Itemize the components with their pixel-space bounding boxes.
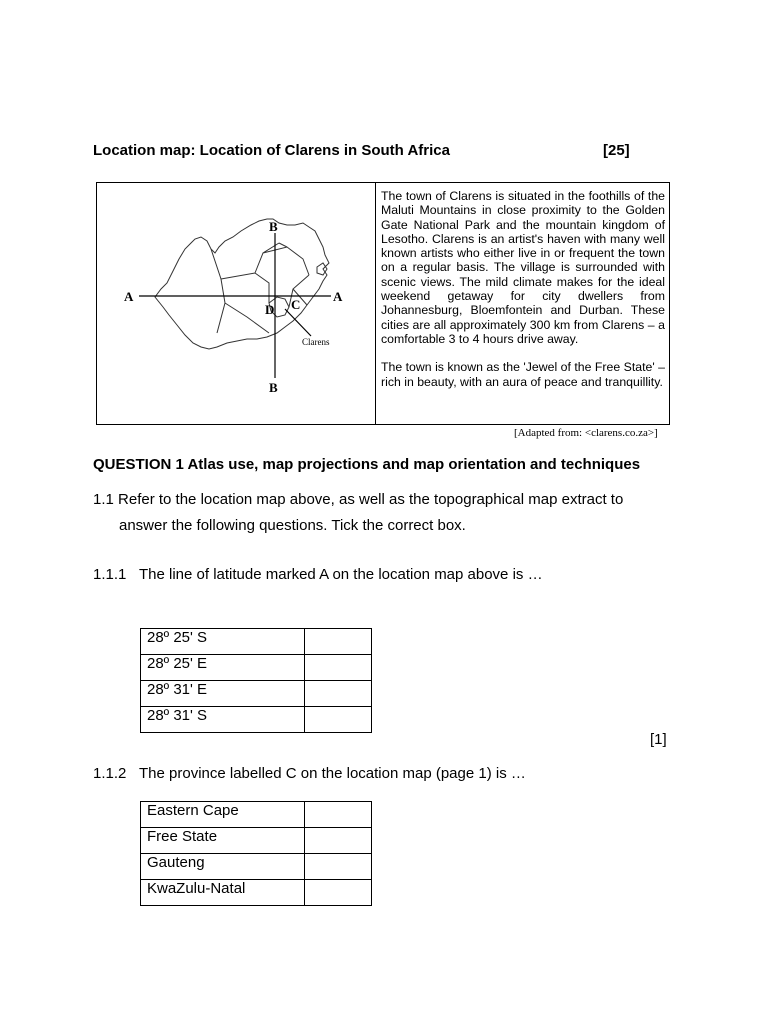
location-map-figure bbox=[96, 182, 670, 425]
question-text: The province labelled C on the location map (page 1) is … bbox=[139, 765, 526, 782]
figure-description bbox=[381, 189, 665, 403]
map-label-a-left: A bbox=[124, 289, 134, 304]
tick-box[interactable] bbox=[305, 707, 372, 733]
option-label: KwaZulu-Natal bbox=[141, 880, 305, 906]
tick-box[interactable] bbox=[305, 629, 372, 655]
table-row bbox=[141, 681, 372, 707]
option-label: Free State bbox=[141, 828, 305, 854]
table-row bbox=[141, 655, 372, 681]
question-number: 1.1.1 bbox=[93, 566, 127, 583]
map-label-a-right: A bbox=[333, 289, 343, 304]
answer-table-1-1-2 bbox=[140, 801, 372, 906]
question-text: The line of latitude marked A on the location map above is … bbox=[139, 566, 543, 583]
table-row bbox=[141, 854, 372, 880]
figure-paragraph-2: The town is known as the 'Jewel of the Free State' – rich in beauty, with an aura of peace and tranquillity. bbox=[381, 360, 665, 389]
table-row bbox=[141, 802, 372, 828]
option-label: 28º 25' E bbox=[141, 655, 305, 681]
table-row bbox=[141, 629, 372, 655]
option-label: Gauteng bbox=[141, 854, 305, 880]
source-caption: [Adapted from: <clarens.co.za>] bbox=[514, 427, 658, 439]
map-label-b-top: B bbox=[269, 219, 278, 234]
table-row bbox=[141, 880, 372, 906]
location-map bbox=[97, 183, 376, 424]
answer-table-1-1-1 bbox=[140, 628, 372, 733]
question-number: 1.1.2 bbox=[93, 765, 127, 782]
option-label: 28º 31' S bbox=[141, 707, 305, 733]
total-marks: [25] bbox=[603, 142, 630, 159]
tick-box[interactable] bbox=[305, 681, 372, 707]
option-label: Eastern Cape bbox=[141, 802, 305, 828]
map-label-c: C bbox=[291, 297, 301, 312]
tick-box[interactable] bbox=[305, 854, 372, 880]
country-outline bbox=[155, 219, 329, 349]
question-1-1-2 bbox=[93, 765, 526, 782]
tick-box[interactable] bbox=[305, 655, 372, 681]
tick-box[interactable] bbox=[305, 802, 372, 828]
table-row bbox=[141, 707, 372, 733]
tick-box[interactable] bbox=[305, 880, 372, 906]
option-label: 28º 31' E bbox=[141, 681, 305, 707]
map-label-d: D bbox=[265, 302, 275, 317]
question-1-1-1 bbox=[93, 566, 543, 583]
table-row bbox=[141, 828, 372, 854]
clarens-pointer bbox=[285, 309, 311, 336]
map-label-b-bottom: B bbox=[269, 380, 278, 395]
south-africa-map-image bbox=[97, 183, 375, 424]
question-intro-line-1: 1.1 Refer to the location map above, as well as the topographical map extract to bbox=[93, 491, 624, 508]
question-marks: [1] bbox=[650, 731, 667, 748]
question-intro-line-2: answer the following questions. Tick the correct box. bbox=[119, 517, 466, 534]
figure-paragraph-1: The town of Clarens is situated in the foothills of the Maluti Mountains in close proximity to the Golden Gate National Park and the mountain kingdom of Lesotho. Clarens is an artist's haven with many well known artists who either live in or frequent the town on a regular basis. The village is surrounded with scenic views. The mild climate makes for the ideal weekend getaway for city dwellers from Johannesburg, Bloemfontein and Durban. These cities are all approximately 300 km from Clarens – a comfortable 3 to 4 hours drive away. bbox=[381, 189, 665, 346]
question-heading: QUESTION 1 Atlas use, map projections and map orientation and techniques bbox=[93, 456, 641, 473]
page-title: Location map: Location of Clarens in South Africa bbox=[93, 142, 450, 159]
map-label-clarens: Clarens bbox=[302, 337, 330, 347]
option-label: 28º 25' S bbox=[141, 629, 305, 655]
tick-box[interactable] bbox=[305, 828, 372, 854]
